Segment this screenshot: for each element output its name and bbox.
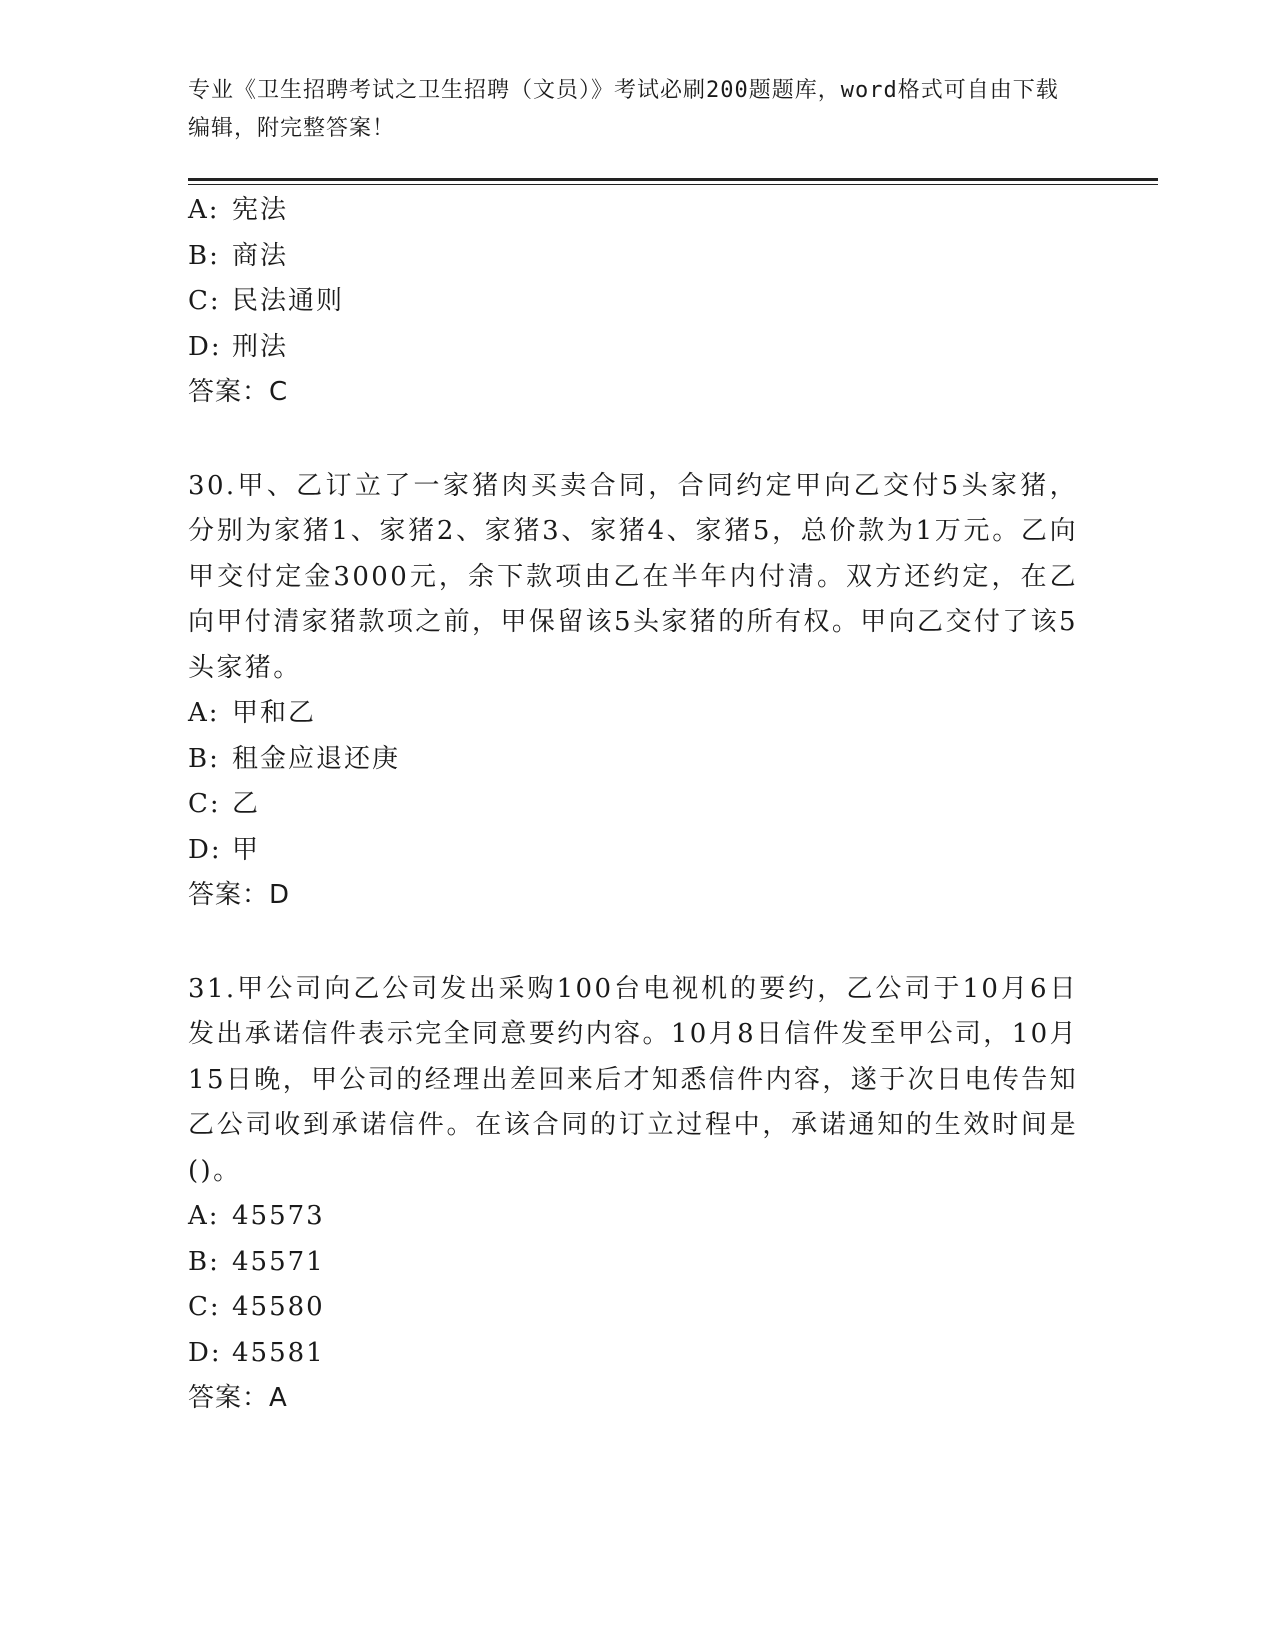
option-text: 租金应退还庚 xyxy=(232,743,401,774)
option-letter: D: xyxy=(188,1337,222,1368)
option-d xyxy=(188,828,1088,874)
question-text: 31.甲公司向乙公司发出采购100台电视机的要约，乙公司于10月6日发出承诺信件表示完全同意要约内容。10月8日信件发至甲公司，10月15日晚，甲公司的经理出差回来后才知悉信件内容，遂于次日电传告知乙公司收到承诺信件。在该合同的订立过程中，承诺通知的生效时间是()。 xyxy=(188,973,1078,1186)
option-letter: B: xyxy=(188,1246,220,1277)
header-divider-thin xyxy=(188,184,1158,185)
option-text: 45573 xyxy=(232,1201,325,1231)
option-letter: A: xyxy=(188,698,220,728)
option-letter: A: xyxy=(188,195,220,225)
option-a xyxy=(188,188,1088,234)
option-letter: C: xyxy=(188,286,221,316)
option-letter: D: xyxy=(188,331,222,362)
option-text: 45581 xyxy=(232,1337,325,1368)
question-content xyxy=(188,188,1088,1422)
option-b xyxy=(188,737,1088,783)
option-text: 民法通则 xyxy=(232,286,345,316)
option-c xyxy=(188,1285,1088,1331)
option-b xyxy=(188,234,1088,280)
option-letter: D: xyxy=(188,834,222,865)
question-block-29 xyxy=(188,188,1088,416)
answer-line: 答案：D xyxy=(188,880,291,910)
option-c xyxy=(188,782,1088,828)
question-block-31 xyxy=(188,967,1088,1422)
question-text: 30.甲、乙订立了一家猪肉买卖合同，合同约定甲向乙交付5头家猪，分别为家猪1、家猪2、家猪3、家猪4、家猪5，总价款为1万元。乙向甲交付定金3000元，余下款项由乙在半年内付清。双方还约定，在乙向甲付清家猪款项之前，甲保留该5头家猪的所有权。甲向乙交付了该5头家猪。 xyxy=(188,470,1078,683)
option-d xyxy=(188,325,1088,371)
option-text: 45571 xyxy=(232,1246,325,1277)
option-text: 宪法 xyxy=(232,195,289,225)
option-text: 45580 xyxy=(232,1292,325,1322)
option-text: 乙 xyxy=(232,789,261,819)
option-letter: C: xyxy=(188,789,221,819)
option-letter: A: xyxy=(188,1201,220,1231)
option-text: 商法 xyxy=(232,240,289,271)
answer-line: 答案：C xyxy=(188,377,289,407)
question-block-30 xyxy=(188,464,1088,919)
option-a xyxy=(188,691,1088,737)
option-letter: B: xyxy=(188,240,220,271)
option-a xyxy=(188,1194,1088,1240)
answer-line: 答案：A xyxy=(188,1383,288,1413)
option-text: 甲和乙 xyxy=(232,698,317,728)
option-letter: B: xyxy=(188,743,220,774)
option-letter: C: xyxy=(188,1292,221,1322)
option-b xyxy=(188,1240,1088,1286)
option-text: 刑法 xyxy=(232,331,289,362)
header-divider-thick xyxy=(188,178,1158,181)
document-header: 专业《卫生招聘考试之卫生招聘（文员）》考试必刷200题题库，word格式可自由下载编辑，附完整答案！ xyxy=(188,78,1059,141)
option-c xyxy=(188,279,1088,325)
option-d xyxy=(188,1331,1088,1377)
option-text: 甲 xyxy=(232,834,261,865)
